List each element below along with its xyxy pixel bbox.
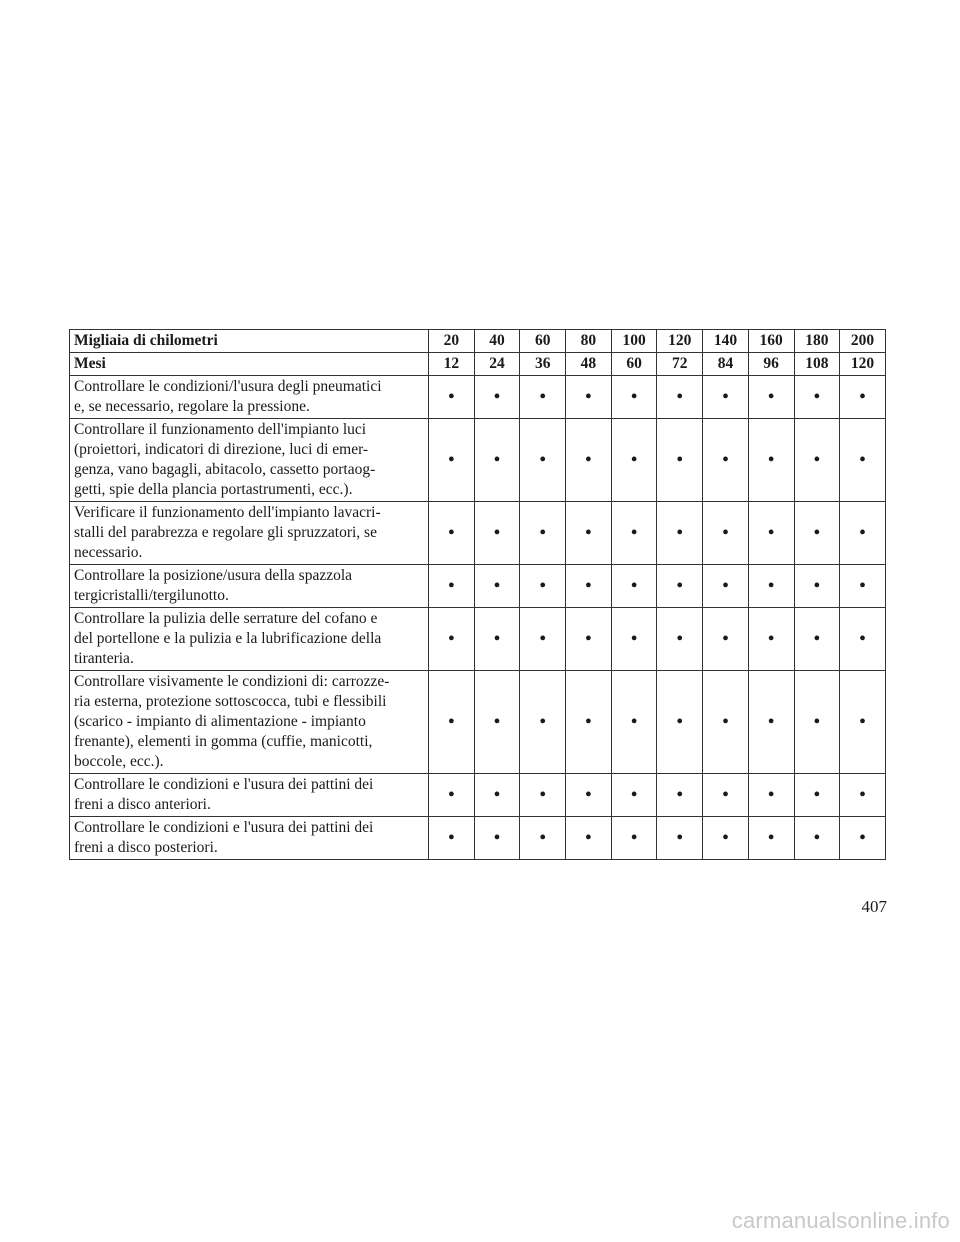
table-row xyxy=(70,817,886,860)
header-value: 108 xyxy=(794,353,840,376)
schedule-mark: • xyxy=(703,376,749,419)
header-label: Migliaia di chilometri xyxy=(70,330,429,353)
description-line: stalli del parabrezza e regolare gli spruzzatori, se xyxy=(74,524,377,541)
schedule-mark: • xyxy=(657,774,703,817)
schedule-mark: • xyxy=(657,608,703,671)
description-line: tiranteria. xyxy=(74,650,134,667)
header-value: 20 xyxy=(429,330,475,353)
description-line: Controllare la posizione/usura della spazzola xyxy=(74,567,353,584)
table-row xyxy=(70,419,886,502)
header-value: 36 xyxy=(520,353,566,376)
check-description xyxy=(70,671,429,774)
schedule-mark: • xyxy=(566,502,612,565)
description-line: Controllare la pulizia delle serrature del cofano e xyxy=(74,610,378,627)
header-value: 80 xyxy=(566,330,612,353)
header-value: 48 xyxy=(566,353,612,376)
schedule-mark: • xyxy=(474,608,520,671)
schedule-mark: • xyxy=(657,376,703,419)
header-value: 96 xyxy=(748,353,794,376)
schedule-mark: • xyxy=(611,419,657,502)
description-line: tergicristalli/tergilunotto. xyxy=(74,587,229,604)
header-value: 72 xyxy=(657,353,703,376)
schedule-mark: • xyxy=(429,671,475,774)
check-description xyxy=(70,502,429,565)
header-value: 140 xyxy=(703,330,749,353)
schedule-mark: • xyxy=(840,817,886,860)
check-description xyxy=(70,565,429,608)
schedule-mark: • xyxy=(429,419,475,502)
table-row xyxy=(70,774,886,817)
watermark: carmanualsonline.info xyxy=(731,1208,950,1233)
schedule-mark: • xyxy=(520,671,566,774)
schedule-mark: • xyxy=(840,376,886,419)
header-value: 120 xyxy=(657,330,703,353)
schedule-mark: • xyxy=(703,671,749,774)
schedule-mark: • xyxy=(520,817,566,860)
table-header xyxy=(70,330,886,376)
schedule-mark: • xyxy=(748,774,794,817)
schedule-mark: • xyxy=(566,774,612,817)
schedule-mark: • xyxy=(611,671,657,774)
description-line: freni a disco anteriori. xyxy=(74,796,211,813)
header-value: 120 xyxy=(840,353,886,376)
description-line: necessario. xyxy=(74,544,143,561)
description-line: ria esterna, protezione sottoscocca, tubi e flessibili xyxy=(74,693,387,710)
schedule-mark: • xyxy=(429,817,475,860)
schedule-mark: • xyxy=(520,774,566,817)
schedule-mark: • xyxy=(566,419,612,502)
schedule-mark: • xyxy=(474,419,520,502)
check-description xyxy=(70,419,429,502)
header-value: 200 xyxy=(840,330,886,353)
schedule-mark: • xyxy=(611,774,657,817)
schedule-mark: • xyxy=(703,774,749,817)
schedule-mark: • xyxy=(474,565,520,608)
schedule-mark: • xyxy=(703,608,749,671)
schedule-mark: • xyxy=(703,419,749,502)
schedule-mark: • xyxy=(474,376,520,419)
description-line: boccole, ecc.). xyxy=(74,753,164,770)
schedule-mark: • xyxy=(657,817,703,860)
schedule-mark: • xyxy=(566,817,612,860)
header-value: 60 xyxy=(520,330,566,353)
schedule-mark: • xyxy=(840,774,886,817)
schedule-mark: • xyxy=(748,671,794,774)
schedule-mark: • xyxy=(703,565,749,608)
schedule-mark: • xyxy=(474,671,520,774)
header-value: 100 xyxy=(611,330,657,353)
schedule-mark: • xyxy=(566,376,612,419)
description-line: (proiettori, indicatori di direzione, luci di emer- xyxy=(74,441,369,458)
schedule-mark: • xyxy=(566,671,612,774)
schedule-mark: • xyxy=(566,608,612,671)
table-row xyxy=(70,608,886,671)
table-row xyxy=(70,376,886,419)
check-description xyxy=(70,608,429,671)
schedule-mark: • xyxy=(520,565,566,608)
check-description xyxy=(70,376,429,419)
header-value: 160 xyxy=(748,330,794,353)
header-row-km xyxy=(70,330,886,353)
schedule-mark: • xyxy=(794,502,840,565)
schedule-mark: • xyxy=(429,774,475,817)
header-value: 60 xyxy=(611,353,657,376)
schedule-mark: • xyxy=(611,502,657,565)
schedule-mark: • xyxy=(794,565,840,608)
schedule-mark: • xyxy=(429,608,475,671)
schedule-mark: • xyxy=(840,608,886,671)
description-line: freni a disco posteriori. xyxy=(74,839,218,856)
header-label: Mesi xyxy=(70,353,429,376)
description-line: Controllare le condizioni e l'usura dei pattini dei xyxy=(74,819,374,836)
schedule-mark: • xyxy=(657,565,703,608)
schedule-mark: • xyxy=(611,608,657,671)
schedule-mark: • xyxy=(520,419,566,502)
schedule-mark: • xyxy=(520,502,566,565)
schedule-mark: • xyxy=(840,419,886,502)
header-value: 180 xyxy=(794,330,840,353)
schedule-mark: • xyxy=(748,502,794,565)
description-line: Controllare visivamente le condizioni di: carrozze- xyxy=(74,673,390,690)
schedule-mark: • xyxy=(429,502,475,565)
schedule-mark: • xyxy=(794,671,840,774)
schedule-mark: • xyxy=(474,502,520,565)
schedule-mark: • xyxy=(474,774,520,817)
schedule-mark: • xyxy=(794,774,840,817)
header-value: 24 xyxy=(474,353,520,376)
schedule-mark: • xyxy=(611,817,657,860)
table-row xyxy=(70,671,886,774)
table-row xyxy=(70,565,886,608)
schedule-mark: • xyxy=(748,608,794,671)
maintenance-schedule-table xyxy=(69,329,886,860)
schedule-mark: • xyxy=(748,565,794,608)
schedule-mark: • xyxy=(703,502,749,565)
schedule-mark: • xyxy=(840,565,886,608)
schedule-mark: • xyxy=(794,419,840,502)
schedule-mark: • xyxy=(748,817,794,860)
check-description xyxy=(70,774,429,817)
header-row-months xyxy=(70,353,886,376)
page-number: 407 xyxy=(861,897,887,916)
header-value: 12 xyxy=(429,353,475,376)
description-line: Controllare le condizioni e l'usura dei pattini dei xyxy=(74,776,374,793)
schedule-mark: • xyxy=(611,565,657,608)
description-line: Controllare le condizioni/l'usura degli pneumatici xyxy=(74,378,382,395)
description-line: genza, vano bagagli, abitacolo, cassetto portaog- xyxy=(74,461,376,478)
schedule-mark: • xyxy=(840,671,886,774)
description-line: e, se necessario, regolare la pressione. xyxy=(74,398,310,415)
schedule-mark: • xyxy=(703,817,749,860)
header-value: 84 xyxy=(703,353,749,376)
schedule-mark: • xyxy=(429,565,475,608)
schedule-mark: • xyxy=(520,376,566,419)
schedule-mark: • xyxy=(748,419,794,502)
schedule-mark: • xyxy=(794,817,840,860)
description-line: frenante), elementi in gomma (cuffie, manicotti, xyxy=(74,733,373,750)
schedule-mark: • xyxy=(748,376,794,419)
description-line: (scarico - impianto di alimentazione - impianto xyxy=(74,713,366,730)
schedule-mark: • xyxy=(794,608,840,671)
schedule-mark: • xyxy=(657,419,703,502)
description-line: del portellone e la pulizia e la lubrificazione della xyxy=(74,630,382,647)
schedule-mark: • xyxy=(520,608,566,671)
schedule-mark: • xyxy=(474,817,520,860)
description-line: getti, spie della plancia portastrumenti, ecc.). xyxy=(74,481,353,498)
description-line: Verificare il funzionamento dell'impianto lavacri- xyxy=(74,504,381,521)
description-line: Controllare il funzionamento dell'impianto luci xyxy=(74,421,367,438)
schedule-mark: • xyxy=(657,671,703,774)
schedule-mark: • xyxy=(794,376,840,419)
schedule-mark: • xyxy=(840,502,886,565)
table-row xyxy=(70,502,886,565)
check-description xyxy=(70,817,429,860)
table-body xyxy=(70,376,886,860)
schedule-mark: • xyxy=(566,565,612,608)
schedule-mark: • xyxy=(429,376,475,419)
header-value: 40 xyxy=(474,330,520,353)
schedule-mark: • xyxy=(657,502,703,565)
schedule-mark: • xyxy=(611,376,657,419)
